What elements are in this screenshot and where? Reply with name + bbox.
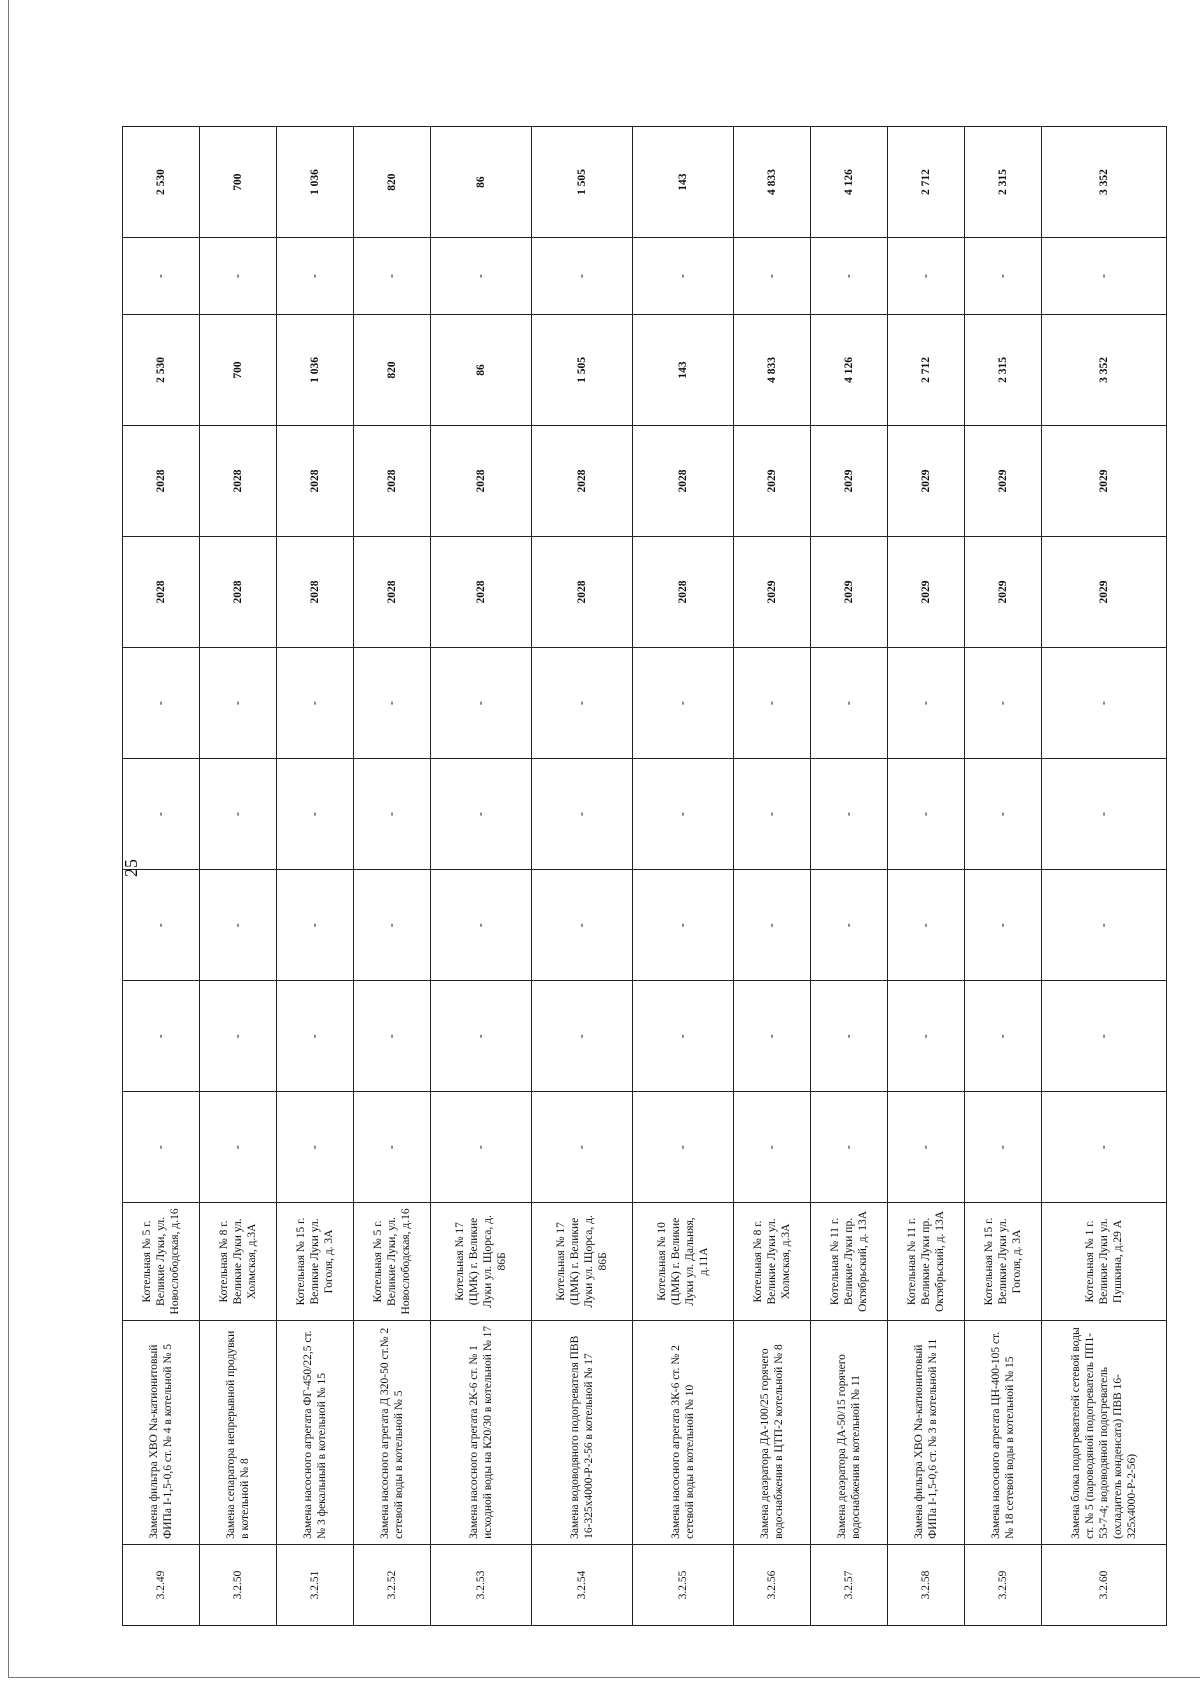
table-row — [633, 127, 734, 1626]
value-cell: - — [733, 1092, 810, 1203]
value-cell: - — [1042, 238, 1167, 315]
total-cost: 4 833 — [733, 314, 810, 425]
start-year: 2029 — [888, 537, 965, 648]
value-cell: - — [810, 759, 887, 870]
value-cell: - — [200, 1092, 277, 1203]
end-year: 2028 — [123, 426, 200, 537]
total-cost: 2 712 — [888, 314, 965, 425]
row-number: 3.2.50 — [200, 1544, 277, 1625]
row-number: 3.2.53 — [431, 1544, 532, 1625]
rotated-table-container — [122, 126, 1167, 1626]
value-cell: - — [633, 648, 734, 759]
end-year: 2028 — [200, 426, 277, 537]
work-description: Замена насосного агрегата 3К-6 ст. № 2 сетевой воды в котельной № 10 — [633, 1320, 734, 1544]
boiler-location: Котельная № 8 г. Великие Луки ул. Холмская, д.3А — [733, 1203, 810, 1320]
value-cell: - — [123, 238, 200, 315]
table-row — [888, 127, 965, 1626]
value-cell: - — [1042, 981, 1167, 1092]
amount-cost: 4 126 — [810, 127, 887, 238]
boiler-location: Котельная № 1 г. Великие Луки ул. Пушкина, д.29 А — [1042, 1203, 1167, 1320]
total-cost: 143 — [633, 314, 734, 425]
start-year: 2028 — [277, 537, 354, 648]
page-number: 25 — [121, 859, 141, 877]
table-row — [277, 127, 354, 1626]
total-cost: 4 126 — [810, 314, 887, 425]
boiler-location: Котельная № 5 г. Великие Луки, ул. Новослободская, д.16 — [123, 1203, 200, 1320]
total-cost: 820 — [354, 314, 431, 425]
total-cost: 86 — [431, 314, 532, 425]
value-cell: - — [200, 648, 277, 759]
total-cost: 3 352 — [1042, 314, 1167, 425]
value-cell: - — [1042, 1092, 1167, 1203]
start-year: 2028 — [633, 537, 734, 648]
page-edge-left — [8, 0, 9, 1678]
end-year: 2028 — [633, 426, 734, 537]
boiler-location: Котельная № 8 г. Великие Луки ул. Холмская, д.3А — [200, 1203, 277, 1320]
value-cell: - — [532, 759, 633, 870]
value-cell: - — [532, 648, 633, 759]
value-cell: - — [431, 759, 532, 870]
value-cell: - — [200, 238, 277, 315]
table-row — [965, 127, 1042, 1626]
value-cell: - — [431, 870, 532, 981]
value-cell: - — [888, 238, 965, 315]
value-cell: - — [965, 981, 1042, 1092]
table-row — [532, 127, 633, 1626]
work-description: Замена насосного агрегата ФГ-450/22,5 ст. № 3 фекальный в котельной № 15 — [277, 1320, 354, 1544]
table-body — [123, 127, 1167, 1626]
value-cell: - — [733, 870, 810, 981]
value-cell: - — [123, 981, 200, 1092]
value-cell: - — [810, 981, 887, 1092]
row-number: 3.2.57 — [810, 1544, 887, 1625]
table-row — [1042, 127, 1167, 1626]
end-year: 2029 — [965, 426, 1042, 537]
work-description: Замена насосного агрегата 2К-6 ст. № 1 исходной воды на К20/30 в котельной № 17 — [431, 1320, 532, 1544]
value-cell: - — [810, 648, 887, 759]
value-cell: - — [888, 981, 965, 1092]
start-year: 2028 — [123, 537, 200, 648]
value-cell: - — [277, 759, 354, 870]
end-year: 2029 — [888, 426, 965, 537]
total-cost: 1 036 — [277, 314, 354, 425]
start-year: 2028 — [532, 537, 633, 648]
value-cell: - — [1042, 759, 1167, 870]
page-edge-bottom — [8, 1677, 1200, 1678]
value-cell: - — [965, 870, 1042, 981]
value-cell: - — [633, 981, 734, 1092]
value-cell: - — [200, 759, 277, 870]
row-number: 3.2.55 — [633, 1544, 734, 1625]
boiler-location: Котельная № 17 (ЦМК) г. Великие Луки ул. Щорса, д. 86Б — [431, 1203, 532, 1320]
value-cell: - — [277, 648, 354, 759]
table-row — [431, 127, 532, 1626]
total-cost: 2 315 — [965, 314, 1042, 425]
value-cell: - — [733, 759, 810, 870]
start-year: 2029 — [733, 537, 810, 648]
value-cell: - — [277, 238, 354, 315]
total-cost: 1 505 — [532, 314, 633, 425]
value-cell: - — [733, 648, 810, 759]
value-cell: - — [532, 238, 633, 315]
value-cell: - — [431, 1092, 532, 1203]
start-year: 2028 — [431, 537, 532, 648]
value-cell: - — [123, 759, 200, 870]
work-description: Замена сепаратора непрерывной продувки в котельной № 8 — [200, 1320, 277, 1544]
row-number: 3.2.59 — [965, 1544, 1042, 1625]
start-year: 2029 — [1042, 537, 1167, 648]
value-cell: - — [810, 1092, 887, 1203]
table-row — [354, 127, 431, 1626]
value-cell: - — [1042, 870, 1167, 981]
works-table — [122, 126, 1167, 1626]
value-cell: - — [123, 648, 200, 759]
start-year: 2029 — [810, 537, 887, 648]
value-cell: - — [277, 1092, 354, 1203]
value-cell: - — [354, 1092, 431, 1203]
value-cell: - — [633, 1092, 734, 1203]
total-cost: 2 530 — [123, 314, 200, 425]
end-year: 2029 — [733, 426, 810, 537]
work-description: Замена деаэратора ДА-50/15 горячего водоснабжения в котельной № 11 — [810, 1320, 887, 1544]
value-cell: - — [1042, 648, 1167, 759]
value-cell: - — [431, 238, 532, 315]
work-description: Замена насосного агрегата Д 320-50 ст.№ 2 сетевой воды в котельной № 5 — [354, 1320, 431, 1544]
boiler-location: Котельная № 11 г. Великие Луки пр. Октябрьский, д. 13А — [810, 1203, 887, 1320]
value-cell: - — [633, 870, 734, 981]
value-cell: - — [532, 981, 633, 1092]
amount-cost: 1 036 — [277, 127, 354, 238]
value-cell: - — [888, 870, 965, 981]
row-number: 3.2.49 — [123, 1544, 200, 1625]
boiler-location: Котельная № 17 (ЦМК) г. Великие Луки ул. Щорса, д. 86Б — [532, 1203, 633, 1320]
value-cell: - — [354, 648, 431, 759]
value-cell: - — [200, 981, 277, 1092]
table-row — [810, 127, 887, 1626]
value-cell: - — [888, 759, 965, 870]
boiler-location: Котельная № 5 г. Великие Луки, ул. Новослободская, д.16 — [354, 1203, 431, 1320]
value-cell: - — [633, 759, 734, 870]
value-cell: - — [633, 238, 734, 315]
work-description: Замена фильтра ХВО Na-катионитовый ФИПа I-1,5-0,6 ст. № 3 в котельной № 11 — [888, 1320, 965, 1544]
amount-cost: 820 — [354, 127, 431, 238]
end-year: 2029 — [810, 426, 887, 537]
value-cell: - — [888, 648, 965, 759]
row-number: 3.2.52 — [354, 1544, 431, 1625]
value-cell: - — [277, 981, 354, 1092]
value-cell: - — [354, 870, 431, 981]
work-description: Замена водоводяного подогревателя ПВВ 16-325х4000-Р-2-56 в котельной № 17 — [532, 1320, 633, 1544]
value-cell: - — [810, 238, 887, 315]
amount-cost: 86 — [431, 127, 532, 238]
value-cell: - — [354, 238, 431, 315]
value-cell: - — [965, 238, 1042, 315]
start-year: 2028 — [200, 537, 277, 648]
work-description: Замена насосного агрегата ЦН-400-105 ст. № 18 сетевой воды в котельной № 15 — [965, 1320, 1042, 1544]
start-year: 2029 — [965, 537, 1042, 648]
value-cell: - — [431, 981, 532, 1092]
table-row — [733, 127, 810, 1626]
value-cell: - — [965, 648, 1042, 759]
amount-cost: 1 505 — [532, 127, 633, 238]
end-year: 2028 — [354, 426, 431, 537]
amount-cost: 4 833 — [733, 127, 810, 238]
table-row — [200, 127, 277, 1626]
amount-cost: 143 — [633, 127, 734, 238]
work-description: Замена блока подогревателей сетевой воды ст. № 5 (пароводяной подогреватель ПП1-53-7-4; водоводяной подогреватель (охладитель конденсата) ПВВ 16-325х4000-Р-2-56) — [1042, 1320, 1167, 1544]
row-number: 3.2.60 — [1042, 1544, 1167, 1625]
value-cell: - — [123, 870, 200, 981]
boiler-location: Котельная № 10 (ЦМК) г. Великие Луки ул. Дальняя, д.11А — [633, 1203, 734, 1320]
end-year: 2029 — [1042, 426, 1167, 537]
value-cell: - — [532, 1092, 633, 1203]
amount-cost: 2 315 — [965, 127, 1042, 238]
value-cell: - — [888, 1092, 965, 1203]
end-year: 2028 — [277, 426, 354, 537]
value-cell: - — [123, 1092, 200, 1203]
row-number: 3.2.58 — [888, 1544, 965, 1625]
value-cell: - — [965, 759, 1042, 870]
value-cell: - — [733, 981, 810, 1092]
row-number: 3.2.56 — [733, 1544, 810, 1625]
work-description: Замена деаэратора ДА-100/25 горячего водоснабжения в ЦТП-2 котельной № 8 — [733, 1320, 810, 1544]
value-cell: - — [532, 870, 633, 981]
end-year: 2028 — [431, 426, 532, 537]
amount-cost: 3 352 — [1042, 127, 1167, 238]
end-year: 2028 — [532, 426, 633, 537]
value-cell: - — [810, 870, 887, 981]
row-number: 3.2.51 — [277, 1544, 354, 1625]
work-description: Замена фильтра ХВО Na-катионитовый ФИПа I-1,5-0,6 ст. № 4 в котельной № 5 — [123, 1320, 200, 1544]
value-cell: - — [431, 648, 532, 759]
value-cell: - — [277, 870, 354, 981]
value-cell: - — [733, 238, 810, 315]
value-cell: - — [965, 1092, 1042, 1203]
boiler-location: Котельная № 11 г. Великие Луки пр. Октябрьский, д. 13А — [888, 1203, 965, 1320]
value-cell: - — [354, 981, 431, 1092]
value-cell: - — [200, 870, 277, 981]
boiler-location: Котельная № 15 г. Великие Луки ул. Гоголя, д. 3А — [277, 1203, 354, 1320]
table-row — [123, 127, 200, 1626]
start-year: 2028 — [354, 537, 431, 648]
amount-cost: 700 — [200, 127, 277, 238]
value-cell: - — [354, 759, 431, 870]
boiler-location: Котельная № 15 г. Великие Луки ул. Гоголя, д. 3А — [965, 1203, 1042, 1320]
amount-cost: 2 712 — [888, 127, 965, 238]
amount-cost: 2 530 — [123, 127, 200, 238]
row-number: 3.2.54 — [532, 1544, 633, 1625]
total-cost: 700 — [200, 314, 277, 425]
